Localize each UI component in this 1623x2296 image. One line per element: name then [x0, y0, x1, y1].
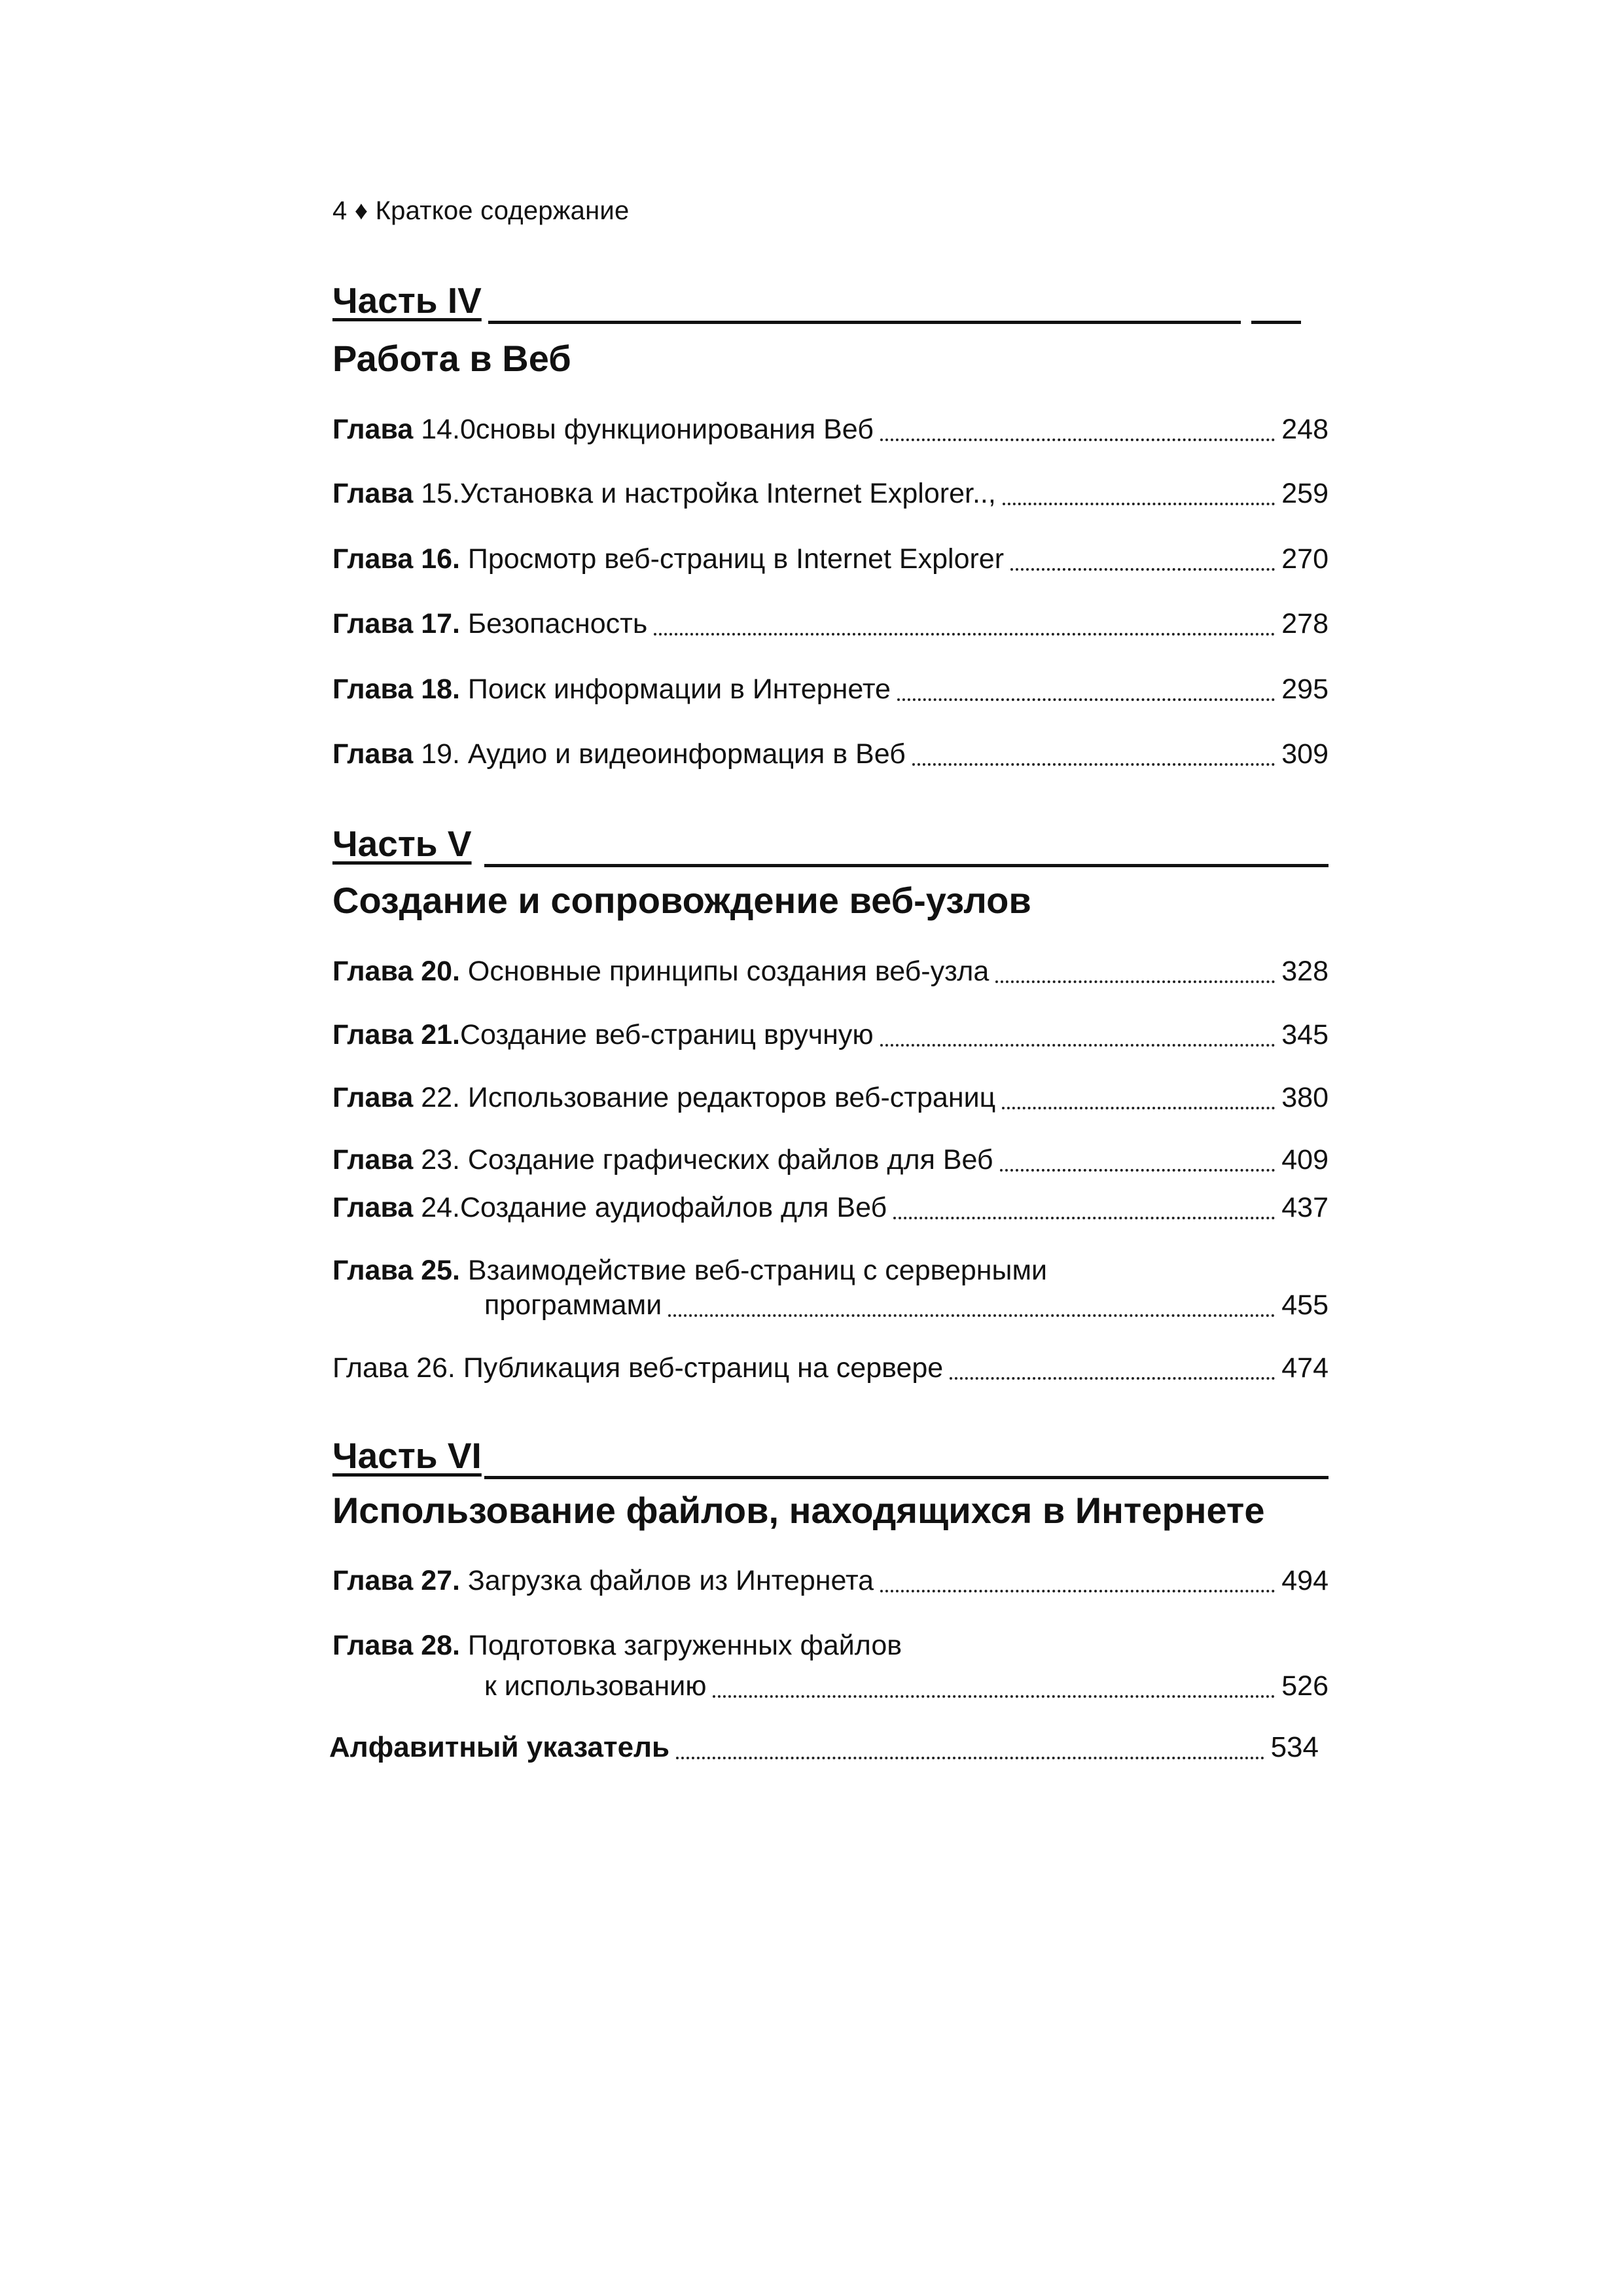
page-number: 494: [1281, 1565, 1329, 1596]
page-number: 380: [1281, 1082, 1329, 1113]
leader-dots: [880, 1590, 1275, 1592]
leader-dots: [654, 633, 1275, 636]
chapter-title: Глава 26. Публикация веб-страниц на сервере: [332, 1352, 944, 1384]
toc-entry[interactable]: [332, 1188, 1329, 1227]
chapter-label: Глава 16.: [332, 543, 460, 575]
chapter-title: 23. Создание графических файлов для Веб: [413, 1144, 993, 1175]
chapter-title: 22. Использование редакторов веб-страниц: [413, 1082, 996, 1113]
leader-dots: [1010, 568, 1275, 571]
toc-entry[interactable]: [332, 1078, 1329, 1117]
toc-entry[interactable]: [332, 1015, 1329, 1054]
toc-entry[interactable]: [332, 1348, 1329, 1388]
chapter-title-cont: к использованию: [484, 1670, 707, 1702]
toc-entry[interactable]: [332, 1140, 1329, 1179]
page-number: 455: [1281, 1289, 1329, 1321]
toc-entry[interactable]: [332, 474, 1329, 513]
page-number: 345: [1281, 1019, 1329, 1050]
part-rule: [484, 864, 1329, 867]
chapter-label: Глава 27.: [332, 1565, 460, 1596]
chapter-title: Создание веб-страниц вручную: [459, 1019, 874, 1050]
page-number: 270: [1281, 543, 1329, 575]
part-5-heading: [332, 821, 1329, 867]
chapter-label: Глава 28.: [332, 1630, 460, 1661]
index-label: Алфавитный указатель: [329, 1731, 670, 1763]
chapter-label: Глава: [332, 478, 414, 509]
page-number: 526: [1281, 1670, 1329, 1702]
chapter-title: 24.Создание аудиофайлов для Веб: [413, 1192, 887, 1223]
toc-entry-first-line[interactable]: [332, 1626, 902, 1665]
page-number: 409: [1281, 1144, 1329, 1175]
chapter-label: Глава: [332, 1192, 414, 1223]
chapter-title-cont: программами: [484, 1289, 662, 1321]
chapter-title: Поиск информации в Интернете: [459, 673, 891, 705]
page-number: 328: [1281, 956, 1329, 987]
chapter-title: 19. Аудио и видеоинформация в Веб: [413, 738, 906, 770]
chapter-label: Глава: [332, 1144, 414, 1175]
chapter-title: Подготовка загруженных файлов: [459, 1630, 902, 1661]
part-4-title: Работа в Веб: [332, 338, 571, 379]
leader-dots: [912, 763, 1275, 766]
leader-dots: [893, 1217, 1275, 1219]
part-6-heading: [332, 1433, 1329, 1479]
chapter-label: Глава 17.: [332, 608, 460, 639]
part-rule: [488, 321, 1241, 324]
chapter-label: Глава: [332, 414, 414, 445]
leader-dots: [713, 1695, 1275, 1698]
part-4-heading: [332, 278, 1301, 324]
page-number: 295: [1281, 673, 1329, 705]
page-number: 248: [1281, 414, 1329, 445]
leader-dots: [880, 439, 1275, 441]
leader-dots: [995, 980, 1275, 983]
part-rule: [484, 1476, 1329, 1479]
leader-dots: [676, 1757, 1264, 1759]
part-rule-tail: [1251, 321, 1301, 324]
chapter-title: Основные принципы создания веб-узла: [459, 956, 990, 987]
leader-dots: [1000, 1169, 1275, 1172]
chapter-label: Глава: [332, 1082, 414, 1113]
part-label: Часть IV: [332, 280, 482, 321]
page-number: 259: [1281, 478, 1329, 509]
leader-dots: [897, 698, 1275, 701]
page-number: 309: [1281, 738, 1329, 770]
leader-dots: [950, 1377, 1275, 1380]
part-label: Часть VI: [332, 1435, 482, 1476]
toc-entry-index[interactable]: [329, 1728, 1319, 1767]
part-5-title: Создание и сопровождение веб-узлов: [332, 880, 1031, 921]
toc-entry-continuation[interactable]: [484, 1285, 1329, 1325]
leader-dots: [1002, 1107, 1275, 1109]
toc-entry-continuation[interactable]: [484, 1666, 1329, 1706]
toc-entry-first-line[interactable]: [332, 1251, 1047, 1290]
toc-entry[interactable]: [332, 952, 1329, 991]
leader-dots: [668, 1314, 1275, 1317]
chapter-label: Глава 18.: [332, 673, 460, 705]
chapter-title: 15.Установка и настройка Internet Explorer..,: [413, 478, 996, 509]
page-number: 437: [1281, 1192, 1329, 1223]
chapter-label: Глава 20.: [332, 956, 460, 987]
toc-entry[interactable]: [332, 670, 1329, 709]
chapter-title: Загрузка файлов из Интернета: [459, 1565, 874, 1596]
chapter-title: Просмотр веб-страниц в Internet Explorer: [459, 543, 1005, 575]
chapter-label: Глава 25.: [332, 1255, 460, 1286]
page-number: 278: [1281, 608, 1329, 639]
toc-entry[interactable]: [332, 410, 1329, 449]
toc-entry[interactable]: [332, 1561, 1329, 1600]
chapter-title: Взаимодействие веб-страниц с серверными: [459, 1255, 1048, 1286]
chapter-title: Безопасность: [459, 608, 648, 639]
chapter-title: 14.0сновы функционирования Веб: [413, 414, 874, 445]
leader-dots: [1003, 503, 1275, 505]
running-header: 4 ♦ Краткое содержание: [332, 196, 630, 225]
toc-entry[interactable]: [332, 539, 1329, 579]
chapter-label: Глава: [332, 738, 414, 770]
part-6-title: Использование файлов, находящихся в Интернете: [332, 1490, 1265, 1531]
toc-entry[interactable]: [332, 604, 1329, 643]
page-number: 474: [1281, 1352, 1329, 1384]
chapter-label: Глава 21.: [332, 1019, 460, 1050]
part-label: Часть V: [332, 823, 472, 864]
leader-dots: [880, 1044, 1275, 1047]
page-number: 534: [1270, 1731, 1319, 1763]
toc-entry[interactable]: [332, 734, 1329, 774]
